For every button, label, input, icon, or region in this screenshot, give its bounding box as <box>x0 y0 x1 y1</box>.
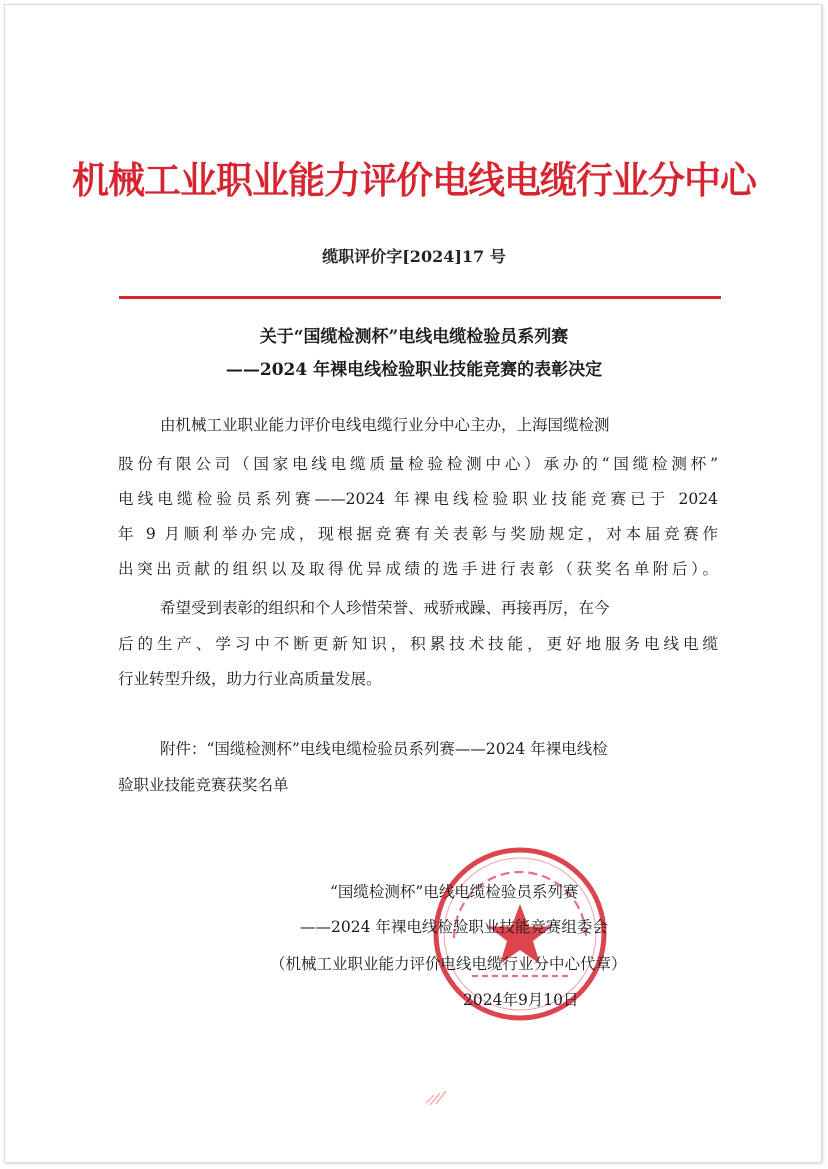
letterhead-red-rule <box>119 296 721 299</box>
attachment-line-2: 验职业技能竞赛获奖名单 <box>118 776 289 794</box>
paragraph-1-line-5: 出突出贡献的组织以及取得优异成绩的选手进行表彰（获奖名单附后）。 <box>118 560 718 578</box>
document-number: 缆职评价字[2024]17 号 <box>322 247 506 266</box>
signature-line-1: “国缆检测杯”电线电缆检验员系列赛 <box>330 883 579 901</box>
paragraph-2-line-2: 后的生产、学习中不断更新知识，积累技术技能，更好地服务电线电缆 <box>118 635 718 653</box>
paragraph-1-line-4: 年 9 月顺利举办完成，现根据竞赛有关表彰与奖励规定，对本届竞赛作 <box>118 525 718 543</box>
scan-smudge-mark <box>424 1085 450 1107</box>
letterhead-org-name: 机械工业职业能力评价电线电缆行业分中心 <box>72 159 756 202</box>
signature-line-2: ——2024 年裸电线检验职业技能竞赛组委会 <box>300 918 608 936</box>
paragraph-1-line-1: 由机械工业职业能力评价电线电缆行业分中心主办，上海国缆检测 <box>160 416 610 434</box>
signature-line-3: （机械工业职业能力评价电线电缆行业分中心代章） <box>270 955 627 973</box>
paragraph-1-line-2: 股份有限公司（国家电线电缆质量检验检测中心）承办的“国缆检测杯” <box>118 455 718 473</box>
attachment-line-1: 附件：“国缆检测杯”电线电缆检验员系列赛——2024 年裸电线检 <box>160 740 608 758</box>
document-title-line-1: 关于“国缆检测杯”电线电缆检验员系列赛 <box>259 327 569 347</box>
paragraph-2-line-1: 希望受到表彰的组织和个人珍惜荣誉、戒骄戒躁、再接再厉，在今 <box>160 599 610 617</box>
paragraph-1-line-3: 电线电缆检验员系列赛——2024 年裸电线检验职业技能竞赛已于 2024 <box>118 490 718 508</box>
document-title-line-2: ——2024 年裸电线检验职业技能竞赛的表彰决定 <box>225 360 603 380</box>
signature-date: 2024年9月10日 <box>463 991 579 1009</box>
paragraph-2-line-3: 行业转型升级，助力行业高质量发展。 <box>118 670 382 688</box>
